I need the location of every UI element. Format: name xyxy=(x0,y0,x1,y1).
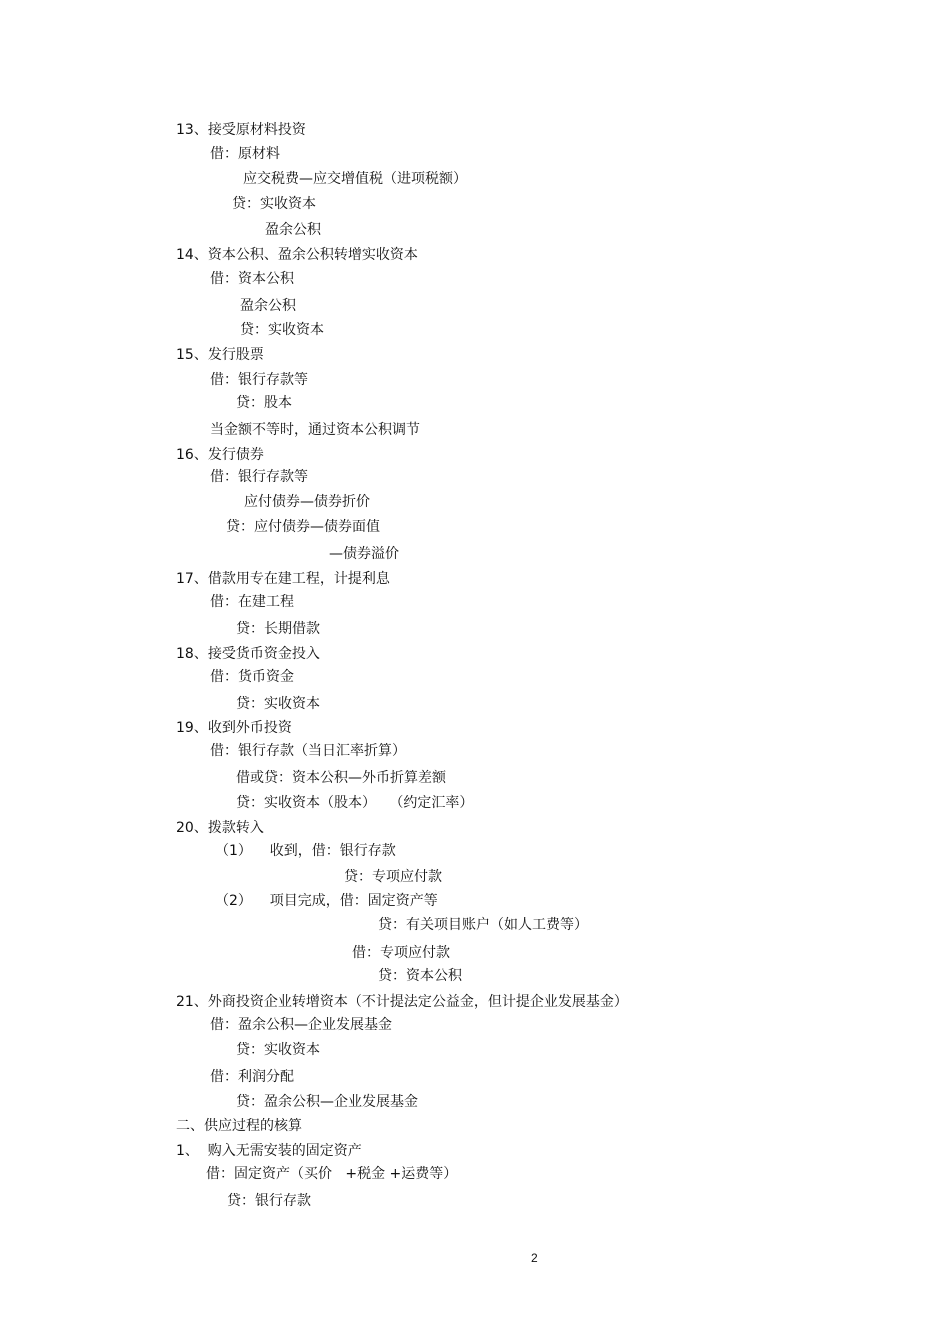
debit-line: 借：银行存款等 xyxy=(210,469,308,485)
item-1-heading: 1、 购入无需安装的固定资产 xyxy=(176,1143,362,1159)
entry-17-heading: 17、借款用专在建工程，计提利息 xyxy=(176,571,390,587)
debit-line: 借：在建工程 xyxy=(210,594,294,610)
credit-line: 贷：银行存款 xyxy=(227,1193,311,1209)
debit-or-credit-line: 借或贷：资本公积—外币折算差额 xyxy=(236,770,446,786)
entry-19-heading: 19、收到外币投资 xyxy=(176,720,292,736)
entry-20-heading: 20、拨款转入 xyxy=(176,820,264,836)
credit-line: 贷：实收资本（股本） （约定汇率） xyxy=(236,795,474,811)
sub-item-2: （2） 项目完成，借：固定资产等 xyxy=(215,893,438,909)
credit-line: 贷：实收资本 xyxy=(240,322,324,338)
debit-line: 借：盈余公积—企业发展基金 xyxy=(210,1017,392,1033)
debit-line: 应交税费—应交增值税（进项税额） xyxy=(243,171,467,187)
debit-line: 应付债券—债券折价 xyxy=(244,494,370,510)
note-line: 当金额不等时，通过资本公积调节 xyxy=(210,422,420,438)
entry-13-heading: 13、接受原材料投资 xyxy=(176,122,306,138)
credit-line: 贷：实收资本 xyxy=(236,1042,320,1058)
page-number: 2 xyxy=(531,1251,538,1265)
debit-line: 借：专项应付款 xyxy=(352,945,450,961)
credit-line: 贷：专项应付款 xyxy=(344,869,442,885)
debit-line: 借：利润分配 xyxy=(210,1069,294,1085)
credit-line: 贷：实收资本 xyxy=(236,696,320,712)
entry-18-heading: 18、接受货币资金投入 xyxy=(176,646,320,662)
entry-14-heading: 14、资本公积、盈余公积转增实收资本 xyxy=(176,247,418,263)
entry-16-heading: 16、发行债券 xyxy=(176,447,264,463)
section-heading: 二、供应过程的核算 xyxy=(176,1118,302,1134)
entry-15-heading: 15、发行股票 xyxy=(176,347,264,363)
credit-line: 贷：实收资本 xyxy=(232,196,316,212)
credit-line: 贷：股本 xyxy=(236,395,292,411)
credit-line: 贷：资本公积 xyxy=(378,968,462,984)
credit-line: 盈余公积 xyxy=(265,222,321,238)
debit-line: 借：银行存款等 xyxy=(210,372,308,388)
credit-line: 贷：盈余公积—企业发展基金 xyxy=(236,1094,418,1110)
debit-line: 盈余公积 xyxy=(240,298,296,314)
debit-line: 借：固定资产（买价 +税金 +运费等） xyxy=(206,1166,458,1182)
debit-line: 借：银行存款（当日汇率折算） xyxy=(210,743,406,759)
debit-line: 借：货币资金 xyxy=(210,669,294,685)
credit-line: 贷：有关项目账户（如人工费等） xyxy=(378,917,588,933)
credit-line: 贷：长期借款 xyxy=(236,621,320,637)
debit-line: 借：资本公积 xyxy=(210,271,294,287)
sub-item-1: （1） 收到，借：银行存款 xyxy=(215,843,396,859)
debit-line: 借：原材料 xyxy=(210,146,280,162)
credit-line: —债券溢价 xyxy=(329,546,399,562)
credit-line: 贷：应付债券—债券面值 xyxy=(226,519,380,535)
entry-21-heading: 21、外商投资企业转增资本（不计提法定公益金，但计提企业发展基金） xyxy=(176,994,628,1010)
